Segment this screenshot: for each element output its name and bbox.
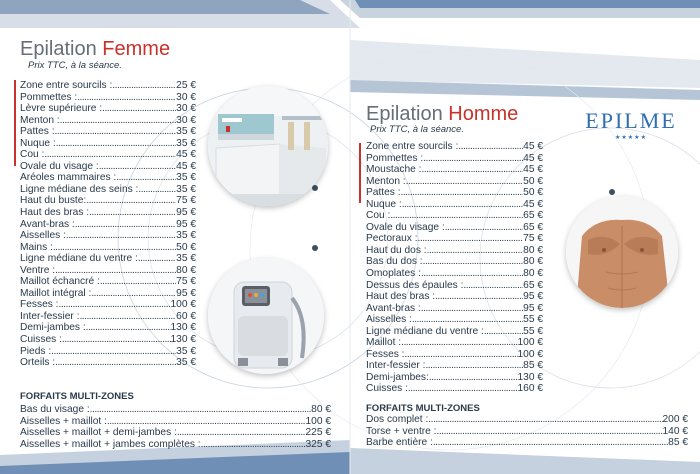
femme-title xyxy=(20,38,170,61)
dot-leader xyxy=(55,126,177,138)
homme-item-price: 80 € xyxy=(523,244,543,256)
dot-leader xyxy=(138,253,176,265)
femme-item-row xyxy=(20,242,196,254)
dot-leader xyxy=(423,256,524,268)
homme-item-row xyxy=(366,141,543,153)
homme-item-row xyxy=(366,187,543,199)
femme-item-label: Aréoles mammaires : xyxy=(20,172,117,184)
femme-package-label: Aisselles + maillot + jambes complètes : xyxy=(20,438,201,450)
homme-item-label: Moustache : xyxy=(366,164,422,176)
femme-package-row xyxy=(20,439,331,451)
dot-leader xyxy=(418,233,524,245)
femme-item-row xyxy=(20,311,196,323)
homme-item-label: Dessus des épaules : xyxy=(366,279,464,291)
homme-item-label: Ligne médiane du ventre : xyxy=(366,325,484,337)
femme-item-row xyxy=(20,334,196,346)
homme-packages-list xyxy=(366,414,688,449)
femme-item-label: Maillot échancré : xyxy=(20,276,100,288)
homme-item-price: 65 € xyxy=(523,210,543,222)
dot-leader xyxy=(201,439,306,451)
homme-packages-title: FORFAITS MULTI-ZONES xyxy=(366,403,480,414)
femme-item-price: 30 € xyxy=(176,103,196,115)
femme-item-price: 35 € xyxy=(176,230,196,242)
homme-item-price: 45 € xyxy=(523,198,543,210)
homme-package-row xyxy=(366,414,688,426)
femme-item-row xyxy=(20,230,196,242)
femme-item-price: 30 € xyxy=(176,91,196,103)
dot-leader xyxy=(435,291,523,303)
dot-leader xyxy=(116,172,176,184)
male-chest-photo xyxy=(566,196,678,308)
dot-leader xyxy=(66,230,176,242)
femme-item-row xyxy=(20,195,196,207)
dot-leader xyxy=(390,210,523,222)
femme-item-label: Haut des bras : xyxy=(20,207,90,219)
femme-item-row xyxy=(20,219,196,231)
homme-item-price: 50 € xyxy=(523,175,543,187)
femme-item-label: Avant-bras : xyxy=(20,218,75,230)
dot-leader xyxy=(59,299,171,311)
femme-item-price: 130 € xyxy=(170,322,196,334)
dot-leader xyxy=(56,138,176,150)
homme-item-label: Cou : xyxy=(366,210,391,222)
homme-package-price: 200 € xyxy=(662,414,688,425)
homme-item-label: Haut du dos : xyxy=(366,244,427,256)
dot-leader xyxy=(401,187,524,199)
homme-item-label: Ovale du visage : xyxy=(366,221,445,233)
homme-package-row xyxy=(366,426,688,438)
femme-item-row xyxy=(20,138,196,150)
dot-leader xyxy=(89,207,176,219)
dot-leader xyxy=(55,265,176,277)
homme-package-label: Barbe entière : xyxy=(366,437,433,449)
homme-item-price: 55 € xyxy=(523,314,543,326)
femme-item-label: Ovale du visage : xyxy=(20,160,99,172)
homme-item-label: Zone entre sourcils : xyxy=(366,141,459,152)
homme-item-label: Pommettes : xyxy=(366,152,424,164)
dot-leader xyxy=(463,280,523,292)
dot-leader xyxy=(55,357,176,369)
dot-leader xyxy=(425,360,523,372)
femme-item-label: Demi-jambes : xyxy=(20,322,86,334)
homme-item-row xyxy=(366,164,543,176)
femme-accent-bar xyxy=(14,80,16,166)
femme-item-label: Ventre : xyxy=(20,264,56,276)
dot-leader xyxy=(445,222,523,234)
homme-package-price: 85 € xyxy=(668,437,688,449)
femme-package-price: 325 € xyxy=(305,438,331,450)
femme-item-row xyxy=(20,92,196,104)
clinic-interior-photo xyxy=(208,86,328,206)
homme-package-label: Torse + ventre : xyxy=(366,425,437,437)
homme-item-price: 130 € xyxy=(517,371,543,383)
dot-leader xyxy=(79,311,176,323)
homme-item-price: 65 € xyxy=(523,221,543,233)
homme-package-label: Dos complet : xyxy=(366,414,429,425)
femme-packages-title: FORFAITS MULTI-ZONES xyxy=(20,391,134,402)
logo-name: EPILME xyxy=(585,108,677,133)
femme-item-label: Ligne médiane du ventre : xyxy=(20,253,138,265)
femme-item-row xyxy=(20,357,196,369)
femme-item-price: 75 € xyxy=(176,276,196,288)
femme-item-label: Nuque : xyxy=(20,137,56,149)
dot-leader xyxy=(77,92,176,104)
femme-item-price: 95 € xyxy=(176,218,196,230)
femme-item-row xyxy=(20,149,196,161)
femme-item-price: 35 € xyxy=(176,253,196,265)
femme-item-price: 35 € xyxy=(176,183,196,195)
femme-package-label: Aisselles + maillot : xyxy=(20,415,107,427)
homme-item-row xyxy=(366,383,543,395)
femme-item-label: Pattes : xyxy=(20,126,55,138)
femme-title-prefix: Epilation xyxy=(20,38,103,60)
femme-item-label: Fesses : xyxy=(20,299,59,311)
femme-package-price: 100 € xyxy=(305,415,331,427)
femme-item-label: Aisselles : xyxy=(20,230,66,242)
homme-item-label: Menton : xyxy=(366,175,406,187)
homme-item-row xyxy=(366,303,543,315)
dot-leader xyxy=(421,303,523,315)
femme-item-row xyxy=(20,276,196,288)
dot-leader xyxy=(177,427,306,439)
dot-leader xyxy=(86,322,171,334)
homme-item-price: 65 € xyxy=(523,279,543,291)
femme-item-price: 45 € xyxy=(176,160,196,172)
homme-item-row xyxy=(366,222,543,234)
homme-item-label: Demi-jambes: xyxy=(366,371,429,383)
dot-leader xyxy=(484,326,523,338)
femme-item-row xyxy=(20,80,196,92)
homme-package-row xyxy=(366,437,688,449)
femme-item-price: 35 € xyxy=(176,345,196,357)
femme-package-label: Bas du visage : xyxy=(20,404,90,415)
homme-item-row xyxy=(366,176,543,188)
homme-item-label: Cuisses : xyxy=(366,383,408,395)
femme-item-row xyxy=(20,172,196,184)
homme-item-price: 45 € xyxy=(523,164,543,176)
homme-item-label: Pectoraux : xyxy=(366,233,418,245)
dot-leader xyxy=(427,245,524,257)
homme-item-row xyxy=(366,280,543,292)
homme-item-label: Maillot : xyxy=(366,337,402,349)
dot-leader xyxy=(102,103,176,115)
homme-item-price: 80 € xyxy=(523,268,543,280)
homme-item-label: Pattes : xyxy=(366,187,401,199)
femme-title-accent: Femme xyxy=(102,38,171,60)
homme-item-label: Haut des bras : xyxy=(366,291,436,303)
femme-item-label: Zone entre sourcils : xyxy=(20,80,113,91)
dot-leader xyxy=(437,426,663,438)
femme-item-row xyxy=(20,346,196,358)
femme-item-price: 95 € xyxy=(176,287,196,299)
dot-leader xyxy=(402,199,523,211)
homme-item-price: 55 € xyxy=(523,325,543,337)
homme-accent-bar xyxy=(359,143,361,203)
homme-item-row xyxy=(366,360,543,372)
dot-leader xyxy=(412,314,523,326)
homme-item-price: 75 € xyxy=(523,233,543,245)
dot-leader xyxy=(99,161,176,173)
femme-item-row xyxy=(20,161,196,173)
femme-item-label: Menton : xyxy=(20,114,60,126)
homme-item-row xyxy=(366,372,543,384)
laser-machine-photo xyxy=(208,258,324,374)
homme-item-row xyxy=(366,349,543,361)
femme-item-price: 25 € xyxy=(176,80,196,91)
dot-leader xyxy=(60,115,177,127)
femme-item-price: 75 € xyxy=(176,195,196,207)
homme-item-label: Avant-bras : xyxy=(366,302,421,314)
homme-item-price: 95 € xyxy=(523,302,543,314)
femme-package-label: Aisselles + maillot + demi-jambes : xyxy=(20,427,177,439)
homme-price-list xyxy=(366,141,543,395)
femme-item-price: 35 € xyxy=(176,172,196,184)
femme-item-label: Maillot intégral : xyxy=(20,287,92,299)
femme-item-row xyxy=(20,265,196,277)
homme-item-row xyxy=(366,233,543,245)
dot-leader xyxy=(51,346,176,358)
homme-item-label: Omoplates : xyxy=(366,268,421,280)
dot-leader xyxy=(138,184,176,196)
dot-leader xyxy=(44,149,176,161)
dot-leader xyxy=(62,334,171,346)
femme-package-row xyxy=(20,427,331,439)
femme-item-row xyxy=(20,253,196,265)
femme-package-row xyxy=(20,416,331,428)
homme-item-row xyxy=(366,268,543,280)
femme-package-price: 225 € xyxy=(305,427,331,439)
femme-item-row xyxy=(20,115,196,127)
femme-item-row xyxy=(20,103,196,115)
homme-item-row xyxy=(366,245,543,257)
homme-item-row xyxy=(366,256,543,268)
femme-item-price: 35 € xyxy=(176,137,196,149)
femme-package-row xyxy=(20,404,331,416)
homme-item-label: Inter-fessier : xyxy=(366,360,426,372)
femme-item-price: 80 € xyxy=(176,264,196,276)
dot-leader xyxy=(405,349,518,361)
femme-item-price: 45 € xyxy=(176,149,196,161)
dot-leader xyxy=(433,437,668,449)
homme-item-row xyxy=(366,210,543,222)
homme-title-prefix: Epilation xyxy=(366,103,449,125)
homme-item-row xyxy=(366,199,543,211)
femme-item-row xyxy=(20,207,196,219)
homme-item-price: 45 € xyxy=(523,152,543,164)
homme-item-label: Bas du dos : xyxy=(366,256,423,268)
homme-title xyxy=(366,103,518,126)
logo-stars: ★★★★★ xyxy=(615,135,647,141)
homme-item-row xyxy=(366,337,543,349)
femme-item-price: 50 € xyxy=(176,241,196,253)
homme-title-accent: Homme xyxy=(448,103,519,125)
homme-item-row xyxy=(366,326,543,338)
dot-leader xyxy=(90,404,312,416)
homme-item-label: Aisselles : xyxy=(366,314,412,326)
homme-item-price: 50 € xyxy=(523,187,543,199)
femme-item-row xyxy=(20,322,196,334)
dot-leader xyxy=(53,242,176,254)
homme-item-row xyxy=(366,291,543,303)
homme-item-price: 80 € xyxy=(523,256,543,268)
homme-item-row xyxy=(366,314,543,326)
homme-item-price: 95 € xyxy=(523,291,543,303)
homme-package-price: 140 € xyxy=(662,425,688,437)
homme-item-label: Fesses : xyxy=(366,348,405,360)
homme-item-price: 85 € xyxy=(523,360,543,372)
femme-packages-list xyxy=(20,404,331,450)
femme-item-label: Haut du buste: xyxy=(20,195,87,207)
dot-leader xyxy=(91,288,176,300)
homme-item-row xyxy=(366,153,543,165)
femme-item-label: Pieds : xyxy=(20,345,52,357)
homme-item-price: 160 € xyxy=(517,383,543,395)
homme-item-label: Nuque : xyxy=(366,198,402,210)
dot-leader xyxy=(421,268,523,280)
femme-item-row xyxy=(20,288,196,300)
femme-item-label: Orteils : xyxy=(20,357,56,369)
homme-item-price: 45 € xyxy=(523,141,543,152)
femme-package-price: 80 € xyxy=(311,404,331,415)
femme-item-row xyxy=(20,299,196,311)
dot-leader xyxy=(112,80,176,92)
dot-leader xyxy=(428,414,662,426)
femme-subtitle: Prix TTC, à la séance. xyxy=(28,60,122,71)
femme-price-list xyxy=(20,80,196,369)
dot-leader xyxy=(422,164,524,176)
femme-item-row xyxy=(20,184,196,196)
dot-leader xyxy=(406,176,524,188)
dot-leader xyxy=(401,337,517,349)
femme-item-price: 60 € xyxy=(176,310,196,322)
dot-leader xyxy=(107,416,306,428)
femme-item-price: 30 € xyxy=(176,114,196,126)
femme-item-price: 100 € xyxy=(170,299,196,311)
dot-leader xyxy=(75,219,176,231)
dot-leader xyxy=(429,372,518,384)
femme-item-price: 35 € xyxy=(176,357,196,369)
femme-item-label: Cou : xyxy=(20,149,45,161)
epilme-logo xyxy=(582,108,680,141)
dot-leader xyxy=(423,153,523,165)
femme-item-row xyxy=(20,126,196,138)
homme-item-price: 100 € xyxy=(517,337,543,349)
femme-item-label: Mains : xyxy=(20,241,53,253)
dot-leader xyxy=(100,276,176,288)
dot-leader xyxy=(408,383,518,395)
femme-item-label: Inter-fessier : xyxy=(20,310,80,322)
homme-subtitle: Prix TTC, à la séance. xyxy=(370,124,464,135)
femme-item-label: Ligne médiane des seins : xyxy=(20,183,139,195)
homme-item-price: 100 € xyxy=(517,348,543,360)
femme-item-price: 95 € xyxy=(176,207,196,219)
femme-item-price: 130 € xyxy=(170,334,196,346)
femme-item-price: 35 € xyxy=(176,126,196,138)
dot-leader xyxy=(458,141,523,153)
femme-item-label: Lèvre supérieure : xyxy=(20,103,103,115)
femme-item-label: Pommettes : xyxy=(20,91,78,103)
dot-leader xyxy=(86,195,176,207)
femme-item-label: Cuisses : xyxy=(20,334,62,346)
